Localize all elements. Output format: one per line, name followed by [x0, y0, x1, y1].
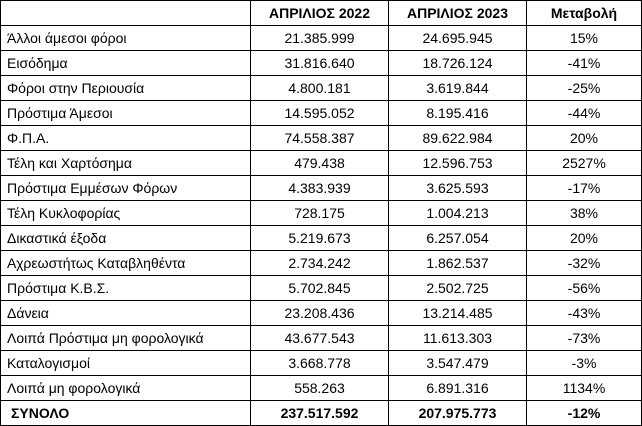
row-change: -3% [527, 351, 642, 376]
row-label: Λοιπά μη φορολογικά [1, 376, 251, 401]
table-row [1, 76, 642, 101]
row-label: Καταλογισμοί [1, 351, 251, 376]
total-april-2022: 237.517.592 [251, 401, 389, 426]
row-label: Αχρεωστήτως Καταβληθέντα [1, 251, 251, 276]
row-april-2022: 14.595.052 [251, 101, 389, 126]
row-label: Λοιπά Πρόστιμα μη φορολογικά [1, 326, 251, 351]
table-row [1, 51, 642, 76]
row-april-2023: 24.695.945 [389, 26, 527, 51]
total-april-2023: 207.975.773 [389, 401, 527, 426]
row-april-2022: 479.438 [251, 151, 389, 176]
row-april-2022: 74.558.387 [251, 126, 389, 151]
row-label: Τέλη Κυκλοφορίας [1, 201, 251, 226]
row-april-2022: 3.668.778 [251, 351, 389, 376]
row-april-2023: 6.891.316 [389, 376, 527, 401]
row-april-2023: 3.547.479 [389, 351, 527, 376]
row-label: Τέλη και Χαρτόσημα [1, 151, 251, 176]
row-april-2022: 43.677.543 [251, 326, 389, 351]
row-april-2023: 13.214.485 [389, 301, 527, 326]
row-april-2023: 3.619.844 [389, 76, 527, 101]
row-april-2022: 21.385.999 [251, 26, 389, 51]
row-change: 38% [527, 201, 642, 226]
row-april-2022: 558.263 [251, 376, 389, 401]
table-row [1, 26, 642, 51]
row-change: -44% [527, 101, 642, 126]
row-change: -56% [527, 276, 642, 301]
row-label: Φόροι στην Περιουσία [1, 76, 251, 101]
total-label: ΣΥΝΟΛΟ [1, 401, 251, 426]
row-april-2023: 12.596.753 [389, 151, 527, 176]
table-row [1, 226, 642, 251]
header-change: Μεταβολή [527, 1, 642, 26]
row-april-2022: 4.383.939 [251, 176, 389, 201]
table-body [1, 26, 642, 401]
table-row [1, 251, 642, 276]
header-april-2022: ΑΠΡΙΛΙΟΣ 2022 [251, 1, 389, 26]
row-april-2023: 1.862.537 [389, 251, 527, 276]
row-april-2022: 5.219.673 [251, 226, 389, 251]
row-label: Πρόστιμα Κ.Β.Σ. [1, 276, 251, 301]
table-row [1, 101, 642, 126]
table-row [1, 151, 642, 176]
row-change: -25% [527, 76, 642, 101]
row-april-2023: 6.257.054 [389, 226, 527, 251]
header-april-2023: ΑΠΡΙΛΙΟΣ 2023 [389, 1, 527, 26]
table-row [1, 351, 642, 376]
row-change: 15% [527, 26, 642, 51]
row-change: 20% [527, 226, 642, 251]
row-april-2023: 18.726.124 [389, 51, 527, 76]
row-april-2023: 11.613.303 [389, 326, 527, 351]
table-row [1, 326, 642, 351]
row-april-2022: 4.800.181 [251, 76, 389, 101]
row-label: Άλλοι άμεσοι φόροι [1, 26, 251, 51]
row-april-2022: 2.734.242 [251, 251, 389, 276]
row-label: Πρόστιμα Άμεσοι [1, 101, 251, 126]
row-change: -73% [527, 326, 642, 351]
row-change: -41% [527, 51, 642, 76]
row-april-2023: 8.195.416 [389, 101, 527, 126]
header-label-cell [1, 1, 251, 26]
total-row [1, 401, 642, 426]
row-change: -43% [527, 301, 642, 326]
row-april-2023: 1.004.213 [389, 201, 527, 226]
row-label: Πρόστιμα Εμμέσων Φόρων [1, 176, 251, 201]
row-label: Δικαστικά έξοδα [1, 226, 251, 251]
row-april-2022: 31.816.640 [251, 51, 389, 76]
table-row [1, 301, 642, 326]
table-row [1, 126, 642, 151]
row-change: 1134% [527, 376, 642, 401]
row-april-2023: 3.625.593 [389, 176, 527, 201]
table-header-row [1, 1, 642, 26]
table-row [1, 176, 642, 201]
total-change: -12% [527, 401, 642, 426]
row-april-2022: 23.208.436 [251, 301, 389, 326]
row-april-2023: 89.622.984 [389, 126, 527, 151]
row-change: 20% [527, 126, 642, 151]
row-label: Εισόδημα [1, 51, 251, 76]
row-april-2022: 728.175 [251, 201, 389, 226]
row-change: -17% [527, 176, 642, 201]
row-label: Δάνεια [1, 301, 251, 326]
row-april-2022: 5.702.845 [251, 276, 389, 301]
table-row [1, 276, 642, 301]
row-change: -32% [527, 251, 642, 276]
table-row [1, 376, 642, 401]
row-label: Φ.Π.Α. [1, 126, 251, 151]
row-april-2023: 2.502.725 [389, 276, 527, 301]
table-row [1, 201, 642, 226]
row-change: 2527% [527, 151, 642, 176]
